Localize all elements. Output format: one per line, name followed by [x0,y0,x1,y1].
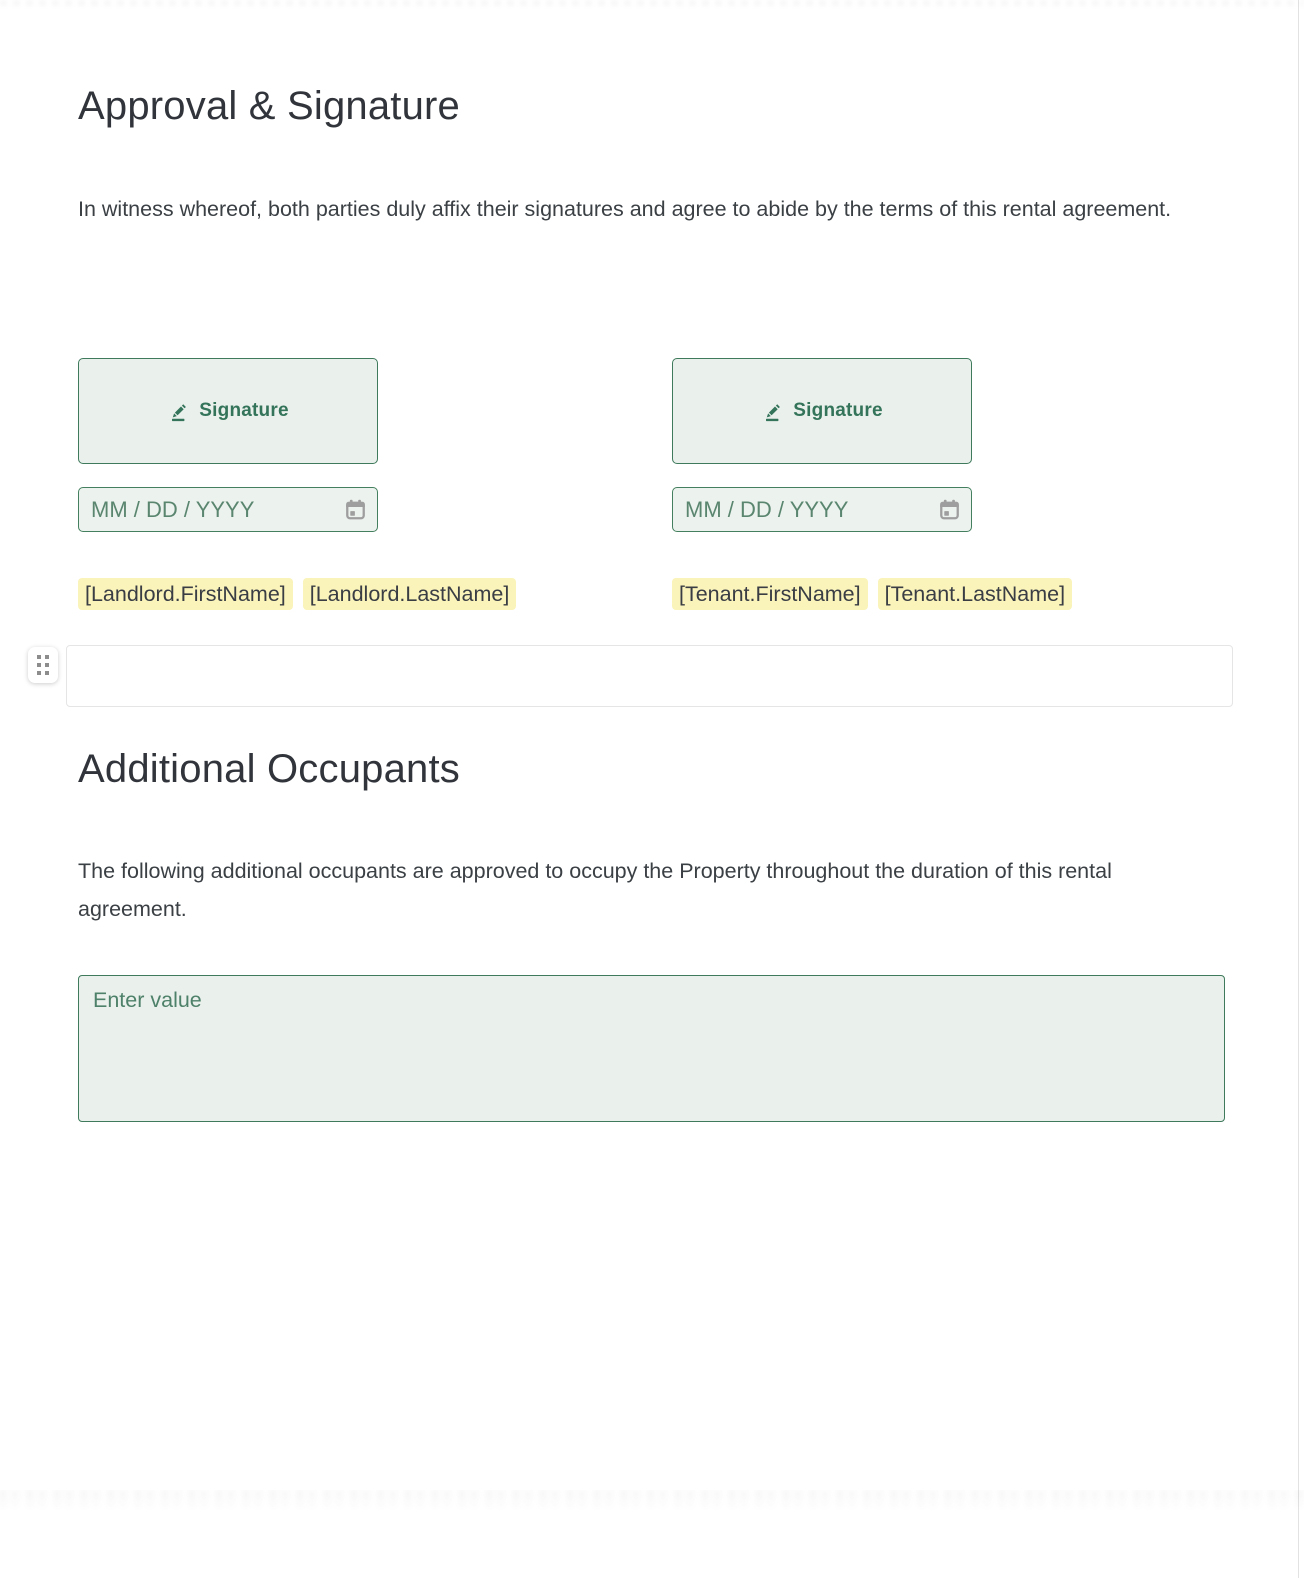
previous-content-faded [0,0,1304,6]
tenant-date-field-wrap [672,487,972,532]
signature-button-label: Signature [793,400,883,421]
tenant-date-input[interactable] [672,487,972,532]
landlord-signature-field[interactable] [78,358,378,464]
merge-token[interactable]: [Landlord.FirstName] [78,578,293,610]
pen-icon [167,399,191,423]
empty-content-block-row [0,645,1304,707]
merge-token[interactable]: [Landlord.LastName] [303,578,517,610]
block-drag-handle[interactable] [28,647,58,683]
next-page-faded-preview [0,1490,1304,1512]
landlord-date-field-wrap [78,487,378,532]
signature-button-label: Signature [199,400,289,421]
landlord-date-input[interactable] [78,487,378,532]
landlord-signature-column [78,358,510,606]
merge-token[interactable]: [Tenant.LastName] [878,578,1072,610]
empty-text-block[interactable] [66,645,1233,707]
drag-dots-icon [37,655,49,675]
occupants-section-title: Additional Occupants [78,747,461,791]
merge-token[interactable]: [Tenant.FirstName] [672,578,868,610]
approval-section-description: In witness whereof, both parties duly affix their signatures and agree to abide by the terms of this rental agreement. [78,197,1172,221]
pen-icon [761,399,785,423]
occupants-value-input[interactable] [78,975,1225,1122]
occupants-input-wrap [78,975,1225,1122]
tenant-name-tokens [672,578,1072,610]
landlord-name-tokens [78,578,516,610]
occupants-section-description: The following additional occupants are approved to occupy the Property throughout the duration of this rental agreement. [78,859,1112,921]
approval-section-title: Approval & Signature [78,84,461,128]
tenant-signature-column [672,358,1066,606]
tenant-signature-field[interactable] [672,358,972,464]
